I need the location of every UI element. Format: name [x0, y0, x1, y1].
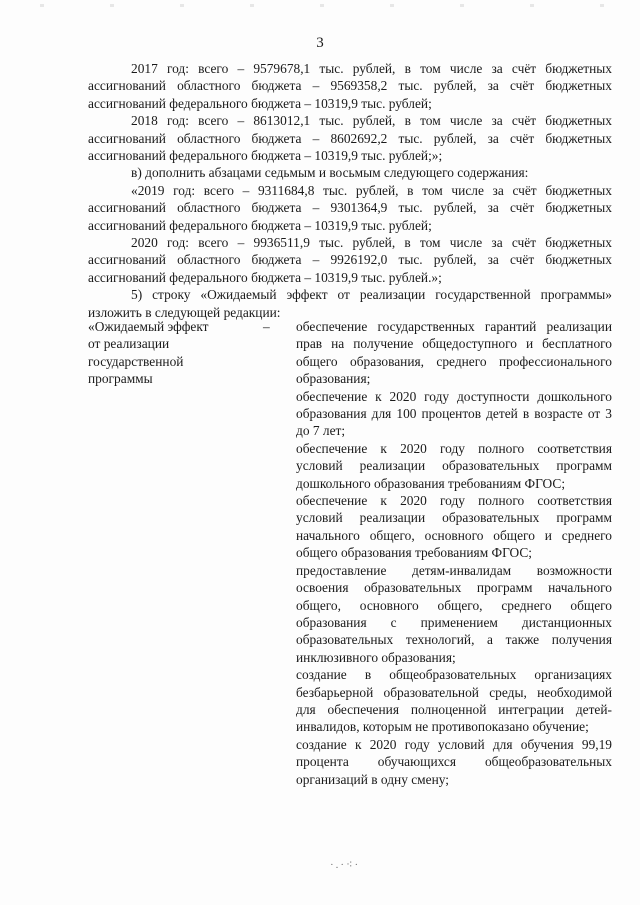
label-line: «Ожидаемый эффект	[88, 319, 209, 334]
effect-item: создание к 2020 году условий для обучения 99,19 процента обучающихся общеобразовательных организаций в одну смену;	[296, 736, 612, 787]
effect-item: обеспечение государственных гарантий реализации прав на получение общедоступного и бесплатного общего образования, среднего профессионального образования;	[296, 319, 612, 387]
effect-item: создание в общеобразовательных организациях безбарьерной образовательной среды, необходимой для обеспечения полноценной интеграции детей-инвалидов, которым не противопоказано обучение;	[296, 667, 612, 735]
label-line: программы	[88, 371, 153, 387]
expected-effect-label	[88, 318, 238, 388]
scan-artifact	[0, 4, 640, 7]
paragraph-2020: 2020 год: всего – 9936511,9 тыс. рублей, в том числе за счёт бюджетных ассигнований областного бюджета – 9926192,0 тыс. рублей, за счёт бюджетных ассигнований федерального бюджета – 10319,9 тыс. рублей.»;	[88, 235, 612, 285]
paragraph-item-5: 5) строку «Ожидаемый эффект от реализации государственной программы» изложить в следующей редакции:	[88, 287, 612, 320]
label-line: государственной	[88, 353, 184, 369]
page-number: 3	[316, 35, 324, 51]
paragraph-2017: 2017 год: всего – 9579678,1 тыс. рублей, в том числе за счёт бюджетных ассигнований областного бюджета – 9569358,2 тыс. рублей, за счёт бюджетных ассигнований федерального бюджета – 10319,9 тыс. рублей;	[88, 61, 612, 111]
effect-item: обеспечение к 2020 году полного соответствия условий реализации образовательных программ дошкольного образования требованиям ФГОС;	[296, 440, 612, 491]
effect-item: обеспечение к 2020 году полного соответствия условий реализации образовательных программ начального общего, основного общего и среднего общего образования требованиям ФГОС;	[296, 493, 612, 561]
document-body	[88, 60, 612, 321]
expected-effects-list	[296, 318, 612, 788]
label-dash: –	[263, 319, 270, 334]
effect-item: обеспечение к 2020 году доступности дошкольного образования для 100 процентов детей в возрасте от 3 до 7 лет;	[296, 388, 612, 439]
effect-item: предоставление детям-инвалидам возможности освоения образовательных программ начального общего, основного общего, среднего общего образования с применением дистанционных образовательных технологий, а также получения инклюзивного образования;	[296, 562, 612, 665]
paragraph-2019: «2019 год: всего – 9311684,8 тыс. рублей, в том числе за счёт бюджетных ассигнований областного бюджета – 9301364,9 тыс. рублей, за счёт бюджетных ассигнований федерального бюджета – 10319,9 тыс. рублей;	[88, 182, 612, 233]
paragraph-amendment: в) дополнить абзацами седьмым и восьмым следующего содержания:	[131, 165, 529, 181]
label-line: от реализации	[88, 336, 170, 352]
scan-artifact-dots: ·.·⁖·	[330, 859, 361, 871]
paragraph-2018: 2018 год: всего – 8613012,1 тыс. рублей, в том числе за счёт бюджетных ассигнований областного бюджета – 8602692,2 тыс. рублей, за счёт бюджетных ассигнований федерального бюджета – 10319,9 тыс. рублей;»;	[88, 113, 612, 164]
